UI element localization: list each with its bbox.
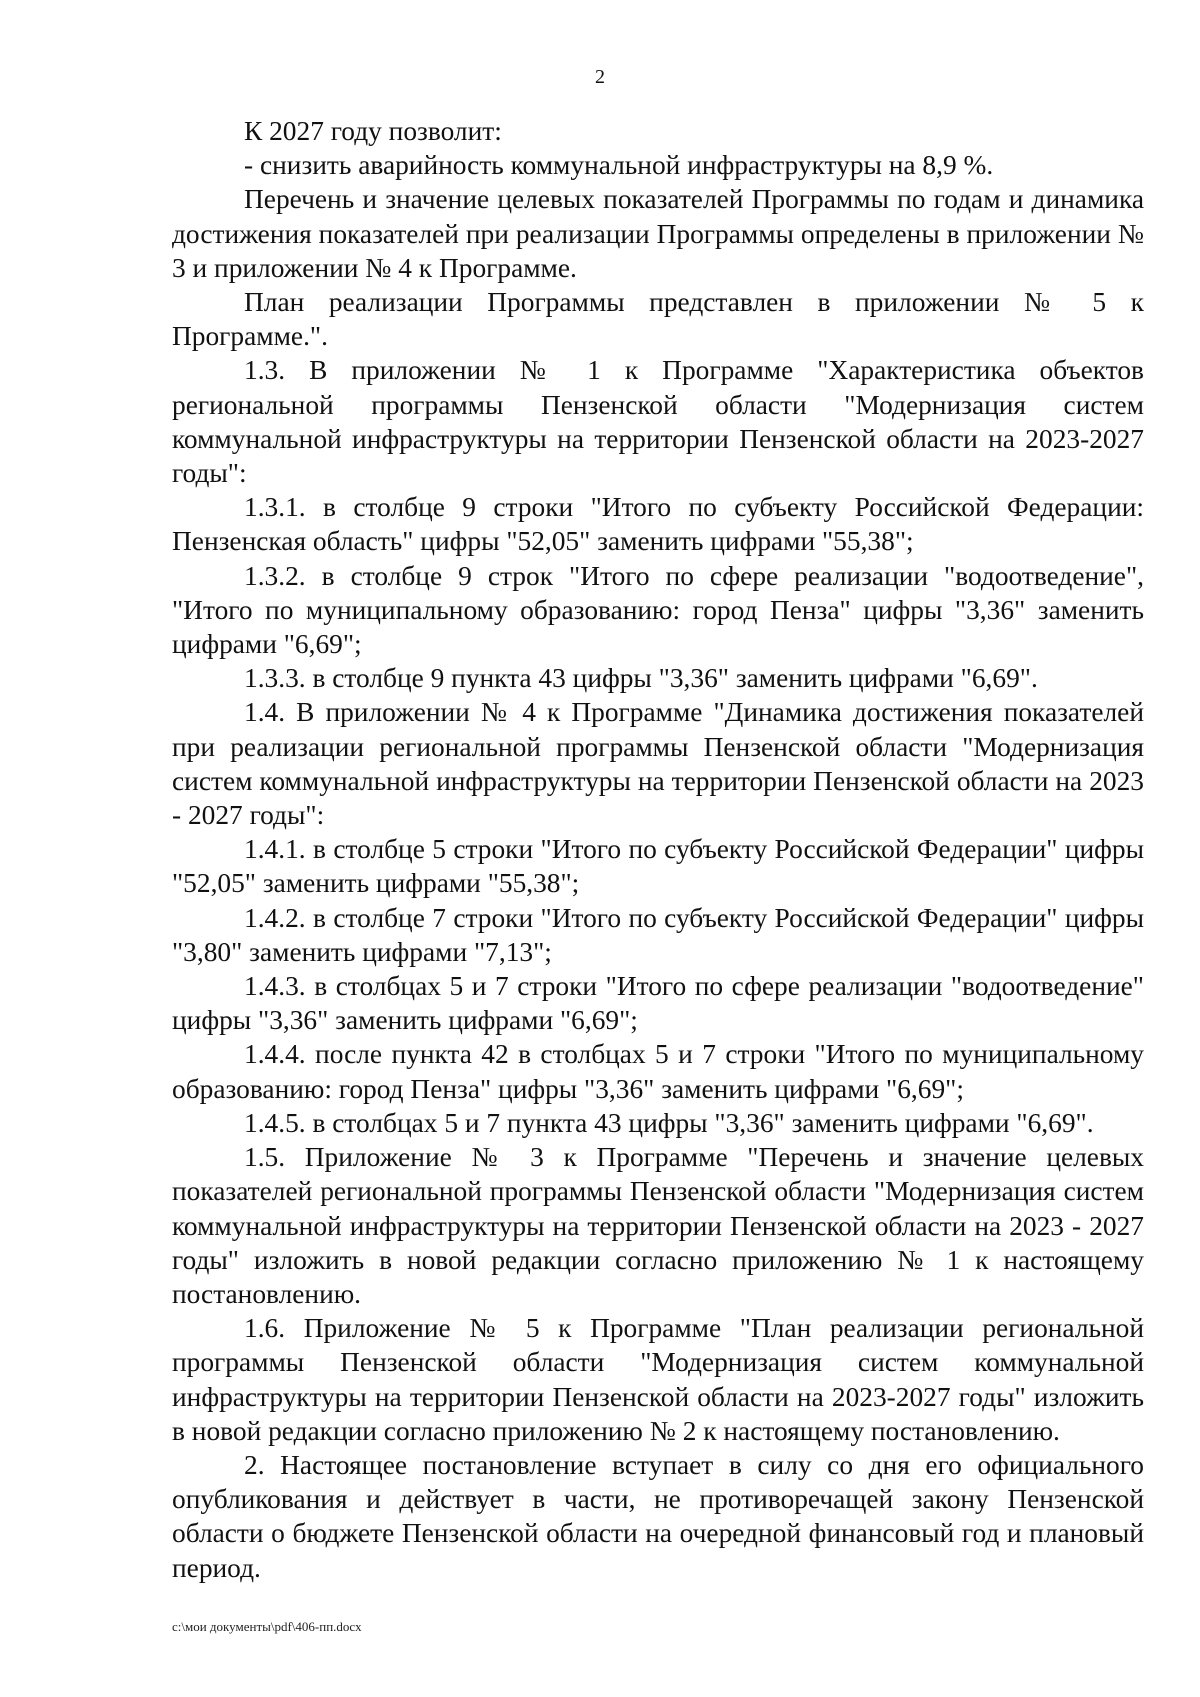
paragraph-1-6: 1.6. Приложение № 5 к Программе "План реализации региональной программы Пензенской области "Модернизация систем коммунальной инфраструктуры на территории Пензенской области на 2023-2027 годы" изложить в новой редакции согласно приложению № 2 к настоящему постановлению. xyxy=(172,1313,1144,1446)
paragraph-plan: План реализации Программы представлен в приложении № 5 к Программе.". xyxy=(172,287,1144,352)
paragraph-1-3-2: 1.3.2. в столбце 9 строк "Итого по сфере реализации "водоотведение", "Итого по муниципальному образованию: город Пенза" цифры "3,36" заменить цифрами "6,69"; xyxy=(172,560,1144,660)
document-body xyxy=(172,114,1144,1585)
paragraph-1-3-3: 1.3.3. в столбце 9 пункта 43 цифры "3,36" заменить цифрами "6,69". xyxy=(244,663,1038,694)
paragraph-indicators: Перечень и значение целевых показателей Программы по годам и динамика достижения показателей при реализации Программы определены в приложении № 3 и приложении № 4 к Программе. xyxy=(172,184,1144,283)
page-number: 2 xyxy=(595,66,605,88)
paragraph-1-4: 1.4. В приложении № 4 к Программе "Динамика достижения показателей при реализации региональной программы Пензенской области "Модернизация систем коммунальной инфраструктуры на территории Пензенской области на 2023 - 2027 годы": xyxy=(172,697,1144,831)
footer-file-path: c:\мои документы\pdf\406-пп.docx xyxy=(172,1619,362,1634)
paragraph-1-4-3: 1.4.3. в столбцах 5 и 7 строки "Итого по сфере реализации "водоотведение" цифры "3,36" заменить цифрами "6,69"; xyxy=(172,971,1144,1036)
paragraph-1-4-5: 1.4.5. в столбцах 5 и 7 пункта 43 цифры "3,36" заменить цифрами "6,69". xyxy=(244,1107,1094,1138)
paragraph-accident-rate: - снизить аварийность коммунальной инфраструктуры на 8,9 %. xyxy=(244,150,994,181)
paragraph-1-4-2: 1.4.2. в столбце 7 строки "Итого по субъекту Российской Федерации" цифры "3,80" заменить цифрами "7,13"; xyxy=(172,902,1144,967)
paragraph-intro: К 2027 году позволит: xyxy=(244,116,502,146)
paragraph-1-4-4: 1.4.4. после пункта 42 в столбцах 5 и 7 строки "Итого по муниципальному образованию: город Пенза" цифры "3,36" заменить цифрами "6,69"; xyxy=(172,1039,1144,1104)
paragraph-1-3-1: 1.3.1. в столбце 9 строки "Итого по субъекту Российской Федерации: Пензенская область" цифры "52,05" заменить цифрами "55,38"; xyxy=(172,492,1144,557)
paragraph-1-5: 1.5. Приложение № 3 к Программе "Перечень и значение целевых показателей региональной программы Пензенской области "Модернизация систем коммунальной инфраструктуры на территории Пензенской области на 2023 - 2027 годы" изложить в новой редакции согласно приложению № 1 к настоящему постановлению. xyxy=(172,1142,1144,1309)
paragraph-1-4-1: 1.4.1. в столбце 5 строки "Итого по субъекту Российской Федерации" цифры "52,05" заменить цифрами "55,38"; xyxy=(172,834,1144,899)
paragraph-2: 2. Настоящее постановление вступает в силу со дня его официального опубликования и действует в части, не противоречащей закону Пензенской области о бюджете Пензенской области на очередной финансовый год и плановый период. xyxy=(172,1449,1144,1583)
paragraph-1-3: 1.3. В приложении № 1 к Программе "Характеристика объектов региональной программы Пензенской области "Модернизация систем коммунальной инфраструктуры на территории Пензенской области на 2023-2027 годы": xyxy=(172,355,1144,489)
